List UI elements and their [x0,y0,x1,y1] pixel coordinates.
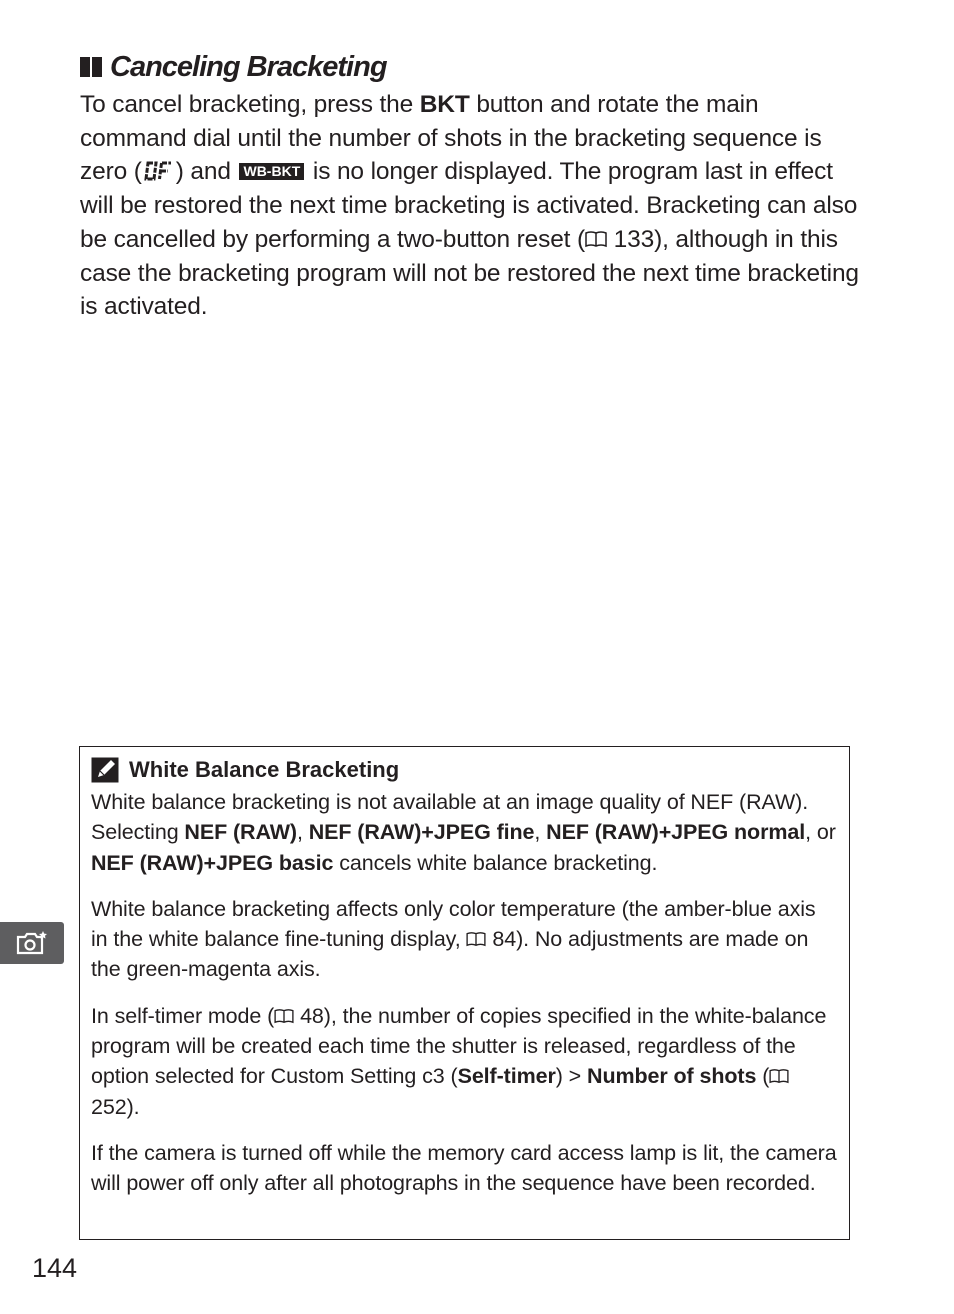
page-reference: 48 [300,1003,324,1028]
text-run: button and rotate the main command dial until the number of shots in the bracketing sequence is zero ( [80,91,822,186]
text-run: ( [756,1064,770,1089]
note-title [91,755,837,785]
text-run: White balance bracketing is not available at an image quality of NEF (RAW). Selecting [91,790,809,845]
page-reference: 133 [613,225,655,253]
wb-bkt-indicator-icon: WB-BKT [239,163,304,180]
note-paragraph-1 [91,787,837,878]
text-run: , [534,820,547,845]
text-run: ). [126,1094,140,1119]
text-run: ) and [175,158,238,186]
text-run: White balance bracketing affects only color temperature (the amber-blue axis in the white balance fine-tuning display, [91,896,816,952]
zero-shots-indicator-icon [144,161,174,181]
section-paragraph [80,88,870,324]
chapter-side-tab [0,922,64,964]
text-run: In self-timer mode ( [91,1003,275,1028]
bkt-button-label: BKT [419,91,470,118]
text-run: is no longer displayed. The program last in effect will be restored the next time bracketing is activated. Bracketing can also be cancelled by performing a two-button reset ( [80,158,858,253]
text-run: ). No adjustments are made on the green-magenta axis. [91,927,809,982]
book-reference-icon [274,1008,294,1024]
bold-term: Number of shots [587,1064,757,1089]
text-run: ), although in this case the bracketing program will not be restored the next time bracketing is activated. [80,225,859,321]
book-reference-icon [585,230,607,248]
note-paragraph-2 [91,894,837,985]
section-heading-text: Canceling Bracketing [110,51,387,83]
bold-term: NEF (RAW) [184,820,297,845]
page-reference: 84 [492,927,517,952]
note-paragraph-4: If the camera is turned off while the memory card access lamp is lit, the camera will power off only after all photographs in the sequence have been recorded. [91,1140,837,1196]
section-heading [80,46,870,88]
page-reference: 252 [91,1094,127,1119]
text-run: , [296,820,309,845]
text-run: , or [805,820,836,845]
canceling-bracketing-section [80,46,870,324]
heading-squares-icon [80,57,102,77]
bold-term: NEF (RAW)+JPEG fine [308,820,535,845]
pencil-note-icon [91,757,119,783]
book-reference-icon [466,931,486,947]
text-run: ), the number of copies specified in the white-balance program will be created each time the shutter is released, regardless of the option selected for Custom Setting c3 ( [91,1003,827,1089]
camera-tab-icon [15,929,49,957]
page-number: 144 [32,1253,78,1283]
bold-term: NEF (RAW)+JPEG basic [91,850,334,875]
bold-term: NEF (RAW)+JPEG normal [546,820,806,845]
bold-term: Self-timer [457,1064,556,1089]
text-run: To cancel bracketing, press the [80,91,420,118]
text-run: ) > [555,1064,588,1089]
note-title-text: White Balance Bracketing [129,757,400,782]
white-balance-bracketing-note [79,746,850,1240]
note-paragraph-3 [91,1001,837,1122]
text-run: cancels white balance bracketing. [333,850,658,875]
book-reference-icon [769,1068,789,1084]
